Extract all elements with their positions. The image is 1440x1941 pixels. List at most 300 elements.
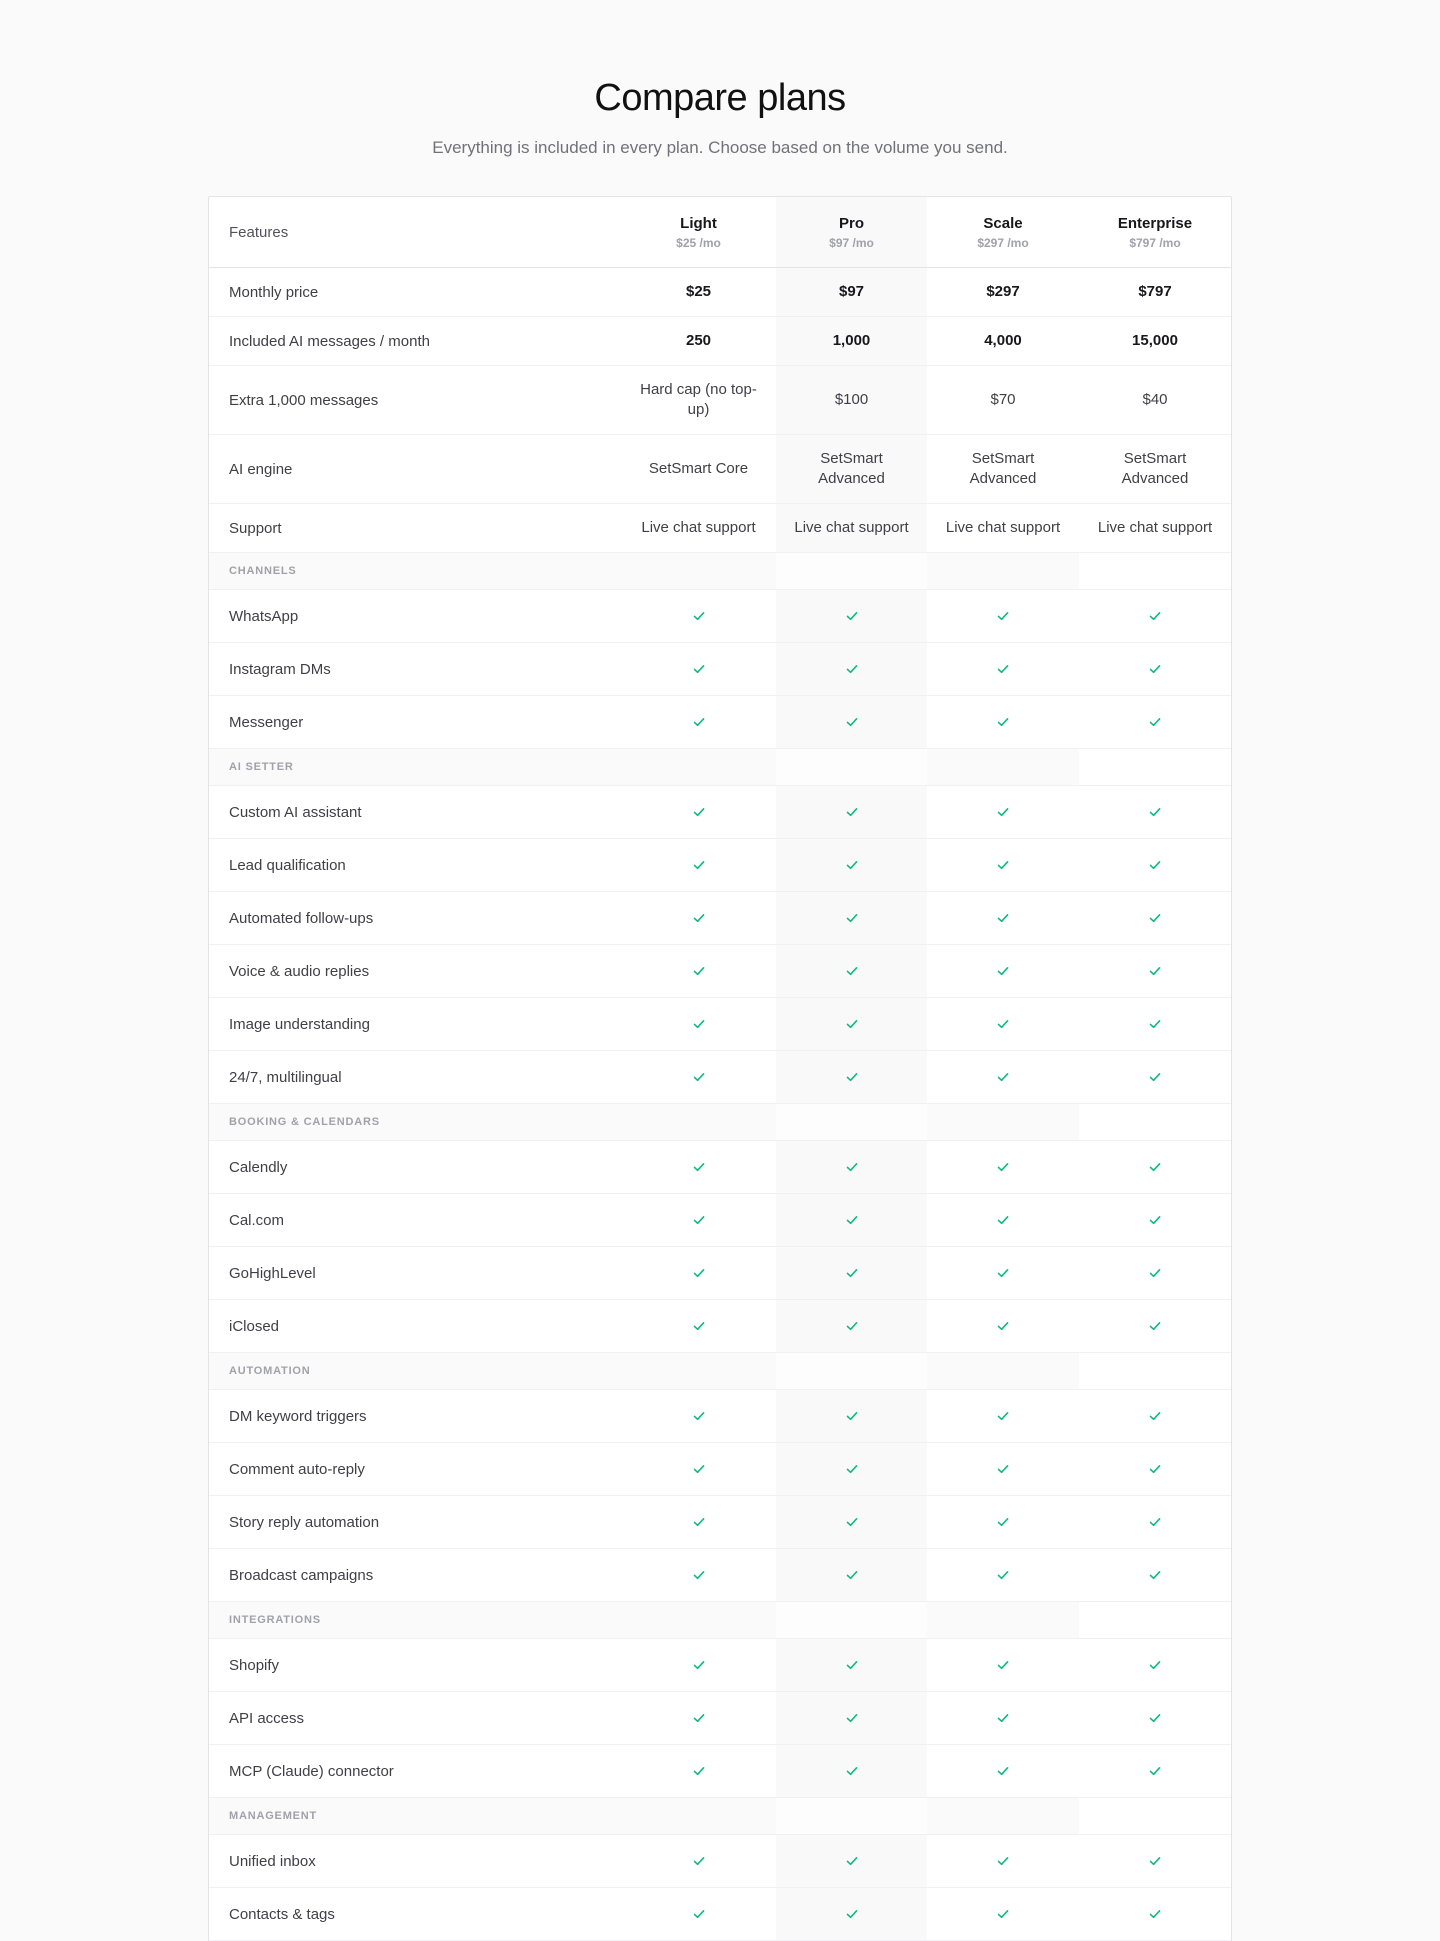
check-icon bbox=[1148, 858, 1162, 872]
check-icon bbox=[692, 1319, 706, 1333]
included-cell-enterprise bbox=[1079, 1639, 1231, 1692]
check-icon bbox=[845, 1764, 859, 1778]
check-icon bbox=[845, 1409, 859, 1423]
included-cell-pro bbox=[776, 1745, 927, 1798]
feature-row bbox=[209, 1496, 1231, 1549]
extra-messages-enterprise: $40 bbox=[1079, 366, 1231, 435]
check-icon bbox=[692, 911, 706, 925]
check-icon bbox=[996, 1568, 1010, 1582]
plan-name: Light bbox=[680, 214, 717, 232]
included-messages-light: 250 bbox=[621, 317, 776, 366]
support-enterprise: Live chat support bbox=[1079, 504, 1231, 553]
section-spacer bbox=[621, 1104, 776, 1141]
check-icon bbox=[845, 1070, 859, 1084]
check-icon bbox=[845, 609, 859, 623]
feature-row bbox=[209, 1141, 1231, 1194]
included-cell-light bbox=[621, 786, 776, 839]
check-icon bbox=[692, 1017, 706, 1031]
included-messages-pro: 1,000 bbox=[776, 317, 927, 366]
ai-engine-light: SetSmart Core bbox=[621, 435, 776, 504]
check-icon bbox=[692, 1568, 706, 1582]
feature-row bbox=[209, 1745, 1231, 1798]
extra-messages-pro: $100 bbox=[776, 366, 927, 435]
check-icon bbox=[996, 1409, 1010, 1423]
feature-label: Custom AI assistant bbox=[209, 786, 621, 839]
check-icon bbox=[996, 1070, 1010, 1084]
check-icon bbox=[845, 1017, 859, 1031]
feature-label: Lead qualification bbox=[209, 839, 621, 892]
plan-price: $297 /mo bbox=[977, 235, 1029, 250]
check-icon bbox=[1148, 1070, 1162, 1084]
included-cell-light bbox=[621, 839, 776, 892]
row-monthly-price bbox=[209, 268, 1231, 317]
included-cell-light bbox=[621, 1888, 776, 1941]
ai-engine-pro: SetSmart Advanced bbox=[776, 435, 927, 504]
included-cell-scale bbox=[927, 1443, 1079, 1496]
check-icon bbox=[692, 805, 706, 819]
feature-row bbox=[209, 945, 1231, 998]
monthly-price-enterprise: $797 bbox=[1079, 268, 1231, 317]
plan-header-scale bbox=[927, 197, 1079, 268]
check-icon bbox=[1148, 1160, 1162, 1174]
included-cell-light bbox=[621, 1496, 776, 1549]
feature-label: Extra 1,000 messages bbox=[209, 366, 621, 435]
check-icon bbox=[1148, 609, 1162, 623]
check-icon bbox=[996, 1907, 1010, 1921]
check-icon bbox=[996, 1160, 1010, 1174]
check-icon bbox=[996, 911, 1010, 925]
check-icon bbox=[996, 805, 1010, 819]
included-cell-light bbox=[621, 892, 776, 945]
feature-row bbox=[209, 1051, 1231, 1104]
check-icon bbox=[692, 964, 706, 978]
feature-row bbox=[209, 1888, 1231, 1941]
included-cell-enterprise bbox=[1079, 1300, 1231, 1353]
feature-row bbox=[209, 696, 1231, 749]
included-cell-light bbox=[621, 1639, 776, 1692]
included-cell-pro bbox=[776, 1247, 927, 1300]
included-cell-light bbox=[621, 1247, 776, 1300]
section-spacer bbox=[621, 553, 776, 590]
included-cell-enterprise bbox=[1079, 892, 1231, 945]
feature-label: Instagram DMs bbox=[209, 643, 621, 696]
feature-row bbox=[209, 1549, 1231, 1602]
included-cell-scale bbox=[927, 839, 1079, 892]
section-spacer bbox=[776, 1798, 927, 1835]
check-icon bbox=[1148, 662, 1162, 676]
check-icon bbox=[1148, 964, 1162, 978]
section-spacer bbox=[1079, 553, 1231, 590]
check-icon bbox=[1148, 1462, 1162, 1476]
monthly-price-light: $25 bbox=[621, 268, 776, 317]
feature-label: AI engine bbox=[209, 435, 621, 504]
feature-label: MCP (Claude) connector bbox=[209, 1745, 621, 1798]
included-cell-light bbox=[621, 1745, 776, 1798]
included-cell-enterprise bbox=[1079, 1443, 1231, 1496]
check-icon bbox=[1148, 1658, 1162, 1672]
included-cell-enterprise bbox=[1079, 1745, 1231, 1798]
plan-name: Scale bbox=[983, 214, 1023, 232]
included-cell-enterprise bbox=[1079, 786, 1231, 839]
plan-header-light bbox=[621, 197, 776, 268]
section-header-ai-setter bbox=[209, 749, 1231, 786]
included-cell-scale bbox=[927, 945, 1079, 998]
section-title: BOOKING & CALENDARS bbox=[209, 1104, 621, 1141]
feature-label: Calendly bbox=[209, 1141, 621, 1194]
compare-plans-table bbox=[208, 196, 1232, 1941]
check-icon bbox=[845, 1160, 859, 1174]
included-cell-pro bbox=[776, 643, 927, 696]
feature-row bbox=[209, 1390, 1231, 1443]
included-cell-scale bbox=[927, 1141, 1079, 1194]
included-messages-scale: 4,000 bbox=[927, 317, 1079, 366]
check-icon bbox=[845, 858, 859, 872]
included-cell-enterprise bbox=[1079, 1835, 1231, 1888]
check-icon bbox=[1148, 1213, 1162, 1227]
included-cell-pro bbox=[776, 1051, 927, 1104]
check-icon bbox=[692, 1854, 706, 1868]
section-title: CHANNELS bbox=[209, 553, 621, 590]
included-cell-light bbox=[621, 1051, 776, 1104]
included-cell-scale bbox=[927, 1390, 1079, 1443]
check-icon bbox=[996, 1658, 1010, 1672]
included-cell-scale bbox=[927, 1496, 1079, 1549]
check-icon bbox=[692, 1658, 706, 1672]
feature-row bbox=[209, 786, 1231, 839]
included-cell-pro bbox=[776, 1888, 927, 1941]
feature-label: Included AI messages / month bbox=[209, 317, 621, 366]
check-icon bbox=[692, 609, 706, 623]
included-cell-scale bbox=[927, 1692, 1079, 1745]
check-icon bbox=[692, 858, 706, 872]
included-cell-scale bbox=[927, 998, 1079, 1051]
section-spacer bbox=[621, 1798, 776, 1835]
included-cell-enterprise bbox=[1079, 1692, 1231, 1745]
included-cell-pro bbox=[776, 1549, 927, 1602]
included-cell-scale bbox=[927, 1745, 1079, 1798]
check-icon bbox=[1148, 805, 1162, 819]
included-cell-enterprise bbox=[1079, 696, 1231, 749]
feature-row bbox=[209, 643, 1231, 696]
check-icon bbox=[1148, 1764, 1162, 1778]
check-icon bbox=[692, 1907, 706, 1921]
included-cell-pro bbox=[776, 1390, 927, 1443]
page-subtitle: Everything is included in every plan. Choose based on the volume you send. bbox=[432, 138, 1008, 157]
feature-row bbox=[209, 1443, 1231, 1496]
feature-label: Image understanding bbox=[209, 998, 621, 1051]
included-cell-enterprise bbox=[1079, 1496, 1231, 1549]
feature-label: WhatsApp bbox=[209, 590, 621, 643]
plan-name: Enterprise bbox=[1117, 214, 1193, 232]
check-icon bbox=[692, 1462, 706, 1476]
section-spacer bbox=[621, 1602, 776, 1639]
plan-name: Pro bbox=[838, 214, 864, 232]
feature-row bbox=[209, 1194, 1231, 1247]
monthly-price-pro: $97 bbox=[776, 268, 927, 317]
included-cell-scale bbox=[927, 786, 1079, 839]
included-cell-light bbox=[621, 1390, 776, 1443]
included-cell-light bbox=[621, 1692, 776, 1745]
check-icon bbox=[692, 1160, 706, 1174]
check-icon bbox=[845, 1462, 859, 1476]
section-spacer bbox=[776, 553, 927, 590]
section-spacer bbox=[621, 749, 776, 786]
included-cell-pro bbox=[776, 1496, 927, 1549]
section-spacer bbox=[621, 1353, 776, 1390]
check-icon bbox=[996, 662, 1010, 676]
feature-label: Automated follow-ups bbox=[209, 892, 621, 945]
included-cell-light bbox=[621, 1835, 776, 1888]
included-cell-enterprise bbox=[1079, 1390, 1231, 1443]
included-messages-enterprise: 15,000 bbox=[1079, 317, 1231, 366]
section-spacer bbox=[776, 1104, 927, 1141]
feature-label: Contacts & tags bbox=[209, 1888, 621, 1941]
feature-row bbox=[209, 590, 1231, 643]
row-support bbox=[209, 504, 1231, 553]
feature-label: Unified inbox bbox=[209, 1835, 621, 1888]
check-icon bbox=[996, 1711, 1010, 1725]
section-title: AUTOMATION bbox=[209, 1353, 621, 1390]
included-cell-scale bbox=[927, 1247, 1079, 1300]
section-spacer bbox=[776, 749, 927, 786]
included-cell-light bbox=[621, 643, 776, 696]
section-title: MANAGEMENT bbox=[209, 1798, 621, 1835]
included-cell-pro bbox=[776, 892, 927, 945]
included-cell-pro bbox=[776, 1835, 927, 1888]
check-icon bbox=[692, 1409, 706, 1423]
section-spacer bbox=[1079, 1602, 1231, 1639]
check-icon bbox=[845, 1515, 859, 1529]
included-cell-scale bbox=[927, 1639, 1079, 1692]
feature-label: API access bbox=[209, 1692, 621, 1745]
support-pro: Live chat support bbox=[776, 504, 927, 553]
feature-label: iClosed bbox=[209, 1300, 621, 1353]
check-icon bbox=[845, 715, 859, 729]
included-cell-light bbox=[621, 998, 776, 1051]
included-cell-pro bbox=[776, 945, 927, 998]
section-spacer bbox=[927, 1602, 1079, 1639]
included-cell-scale bbox=[927, 1051, 1079, 1104]
section-spacer bbox=[927, 553, 1079, 590]
section-spacer bbox=[1079, 1104, 1231, 1141]
feature-row bbox=[209, 839, 1231, 892]
row-ai-engine bbox=[209, 435, 1231, 504]
extra-messages-light: Hard cap (no top-up) bbox=[621, 366, 776, 435]
section-spacer bbox=[927, 1798, 1079, 1835]
check-icon bbox=[1148, 1319, 1162, 1333]
feature-row bbox=[209, 1247, 1231, 1300]
check-icon bbox=[692, 662, 706, 676]
feature-label: Cal.com bbox=[209, 1194, 621, 1247]
included-cell-pro bbox=[776, 1194, 927, 1247]
check-icon bbox=[996, 964, 1010, 978]
check-icon bbox=[1148, 1017, 1162, 1031]
section-header-booking-calendars bbox=[209, 1104, 1231, 1141]
extra-messages-scale: $70 bbox=[927, 366, 1079, 435]
feature-label: Story reply automation bbox=[209, 1496, 621, 1549]
feature-label: Support bbox=[209, 504, 621, 553]
included-cell-enterprise bbox=[1079, 1549, 1231, 1602]
section-spacer bbox=[927, 749, 1079, 786]
check-icon bbox=[1148, 1907, 1162, 1921]
feature-row bbox=[209, 1639, 1231, 1692]
feature-row bbox=[209, 1692, 1231, 1745]
check-icon bbox=[1148, 1409, 1162, 1423]
feature-row bbox=[209, 892, 1231, 945]
plan-header-enterprise bbox=[1079, 197, 1231, 268]
row-extra-messages bbox=[209, 366, 1231, 435]
section-header-management bbox=[209, 1798, 1231, 1835]
feature-label: Shopify bbox=[209, 1639, 621, 1692]
included-cell-pro bbox=[776, 1639, 927, 1692]
included-cell-enterprise bbox=[1079, 998, 1231, 1051]
check-icon bbox=[1148, 1266, 1162, 1280]
included-cell-enterprise bbox=[1079, 643, 1231, 696]
check-icon bbox=[845, 1907, 859, 1921]
included-cell-scale bbox=[927, 1549, 1079, 1602]
included-cell-scale bbox=[927, 643, 1079, 696]
feature-label: Monthly price bbox=[209, 268, 621, 317]
check-icon bbox=[996, 1017, 1010, 1031]
included-cell-enterprise bbox=[1079, 1247, 1231, 1300]
included-cell-scale bbox=[927, 696, 1079, 749]
included-cell-pro bbox=[776, 1692, 927, 1745]
included-cell-scale bbox=[927, 1835, 1079, 1888]
included-cell-light bbox=[621, 1141, 776, 1194]
included-cell-pro bbox=[776, 1141, 927, 1194]
included-cell-pro bbox=[776, 998, 927, 1051]
monthly-price-scale: $297 bbox=[927, 268, 1079, 317]
section-spacer bbox=[927, 1104, 1079, 1141]
included-cell-scale bbox=[927, 1888, 1079, 1941]
check-icon bbox=[996, 1319, 1010, 1333]
section-spacer bbox=[776, 1353, 927, 1390]
check-icon bbox=[996, 1764, 1010, 1778]
page-title: Compare plans bbox=[594, 77, 846, 119]
check-icon bbox=[1148, 1854, 1162, 1868]
section-header-channels bbox=[209, 553, 1231, 590]
included-cell-pro bbox=[776, 839, 927, 892]
ai-engine-scale: SetSmart Advanced bbox=[927, 435, 1079, 504]
section-spacer bbox=[776, 1602, 927, 1639]
included-cell-pro bbox=[776, 590, 927, 643]
section-title: AI SETTER bbox=[209, 749, 621, 786]
plan-header-pro bbox=[776, 197, 927, 268]
section-spacer bbox=[1079, 749, 1231, 786]
check-icon bbox=[845, 1854, 859, 1868]
included-cell-scale bbox=[927, 892, 1079, 945]
check-icon bbox=[1148, 911, 1162, 925]
plan-price: $25 /mo bbox=[676, 235, 721, 250]
check-icon bbox=[1148, 1711, 1162, 1725]
check-icon bbox=[692, 1515, 706, 1529]
included-cell-light bbox=[621, 1549, 776, 1602]
included-cell-scale bbox=[927, 1194, 1079, 1247]
included-cell-enterprise bbox=[1079, 1141, 1231, 1194]
feature-label: Voice & audio replies bbox=[209, 945, 621, 998]
features-column-header: Features bbox=[209, 197, 621, 268]
check-icon bbox=[996, 1515, 1010, 1529]
section-title: INTEGRATIONS bbox=[209, 1602, 621, 1639]
section-spacer bbox=[927, 1353, 1079, 1390]
check-icon bbox=[845, 662, 859, 676]
section-spacer bbox=[1079, 1798, 1231, 1835]
included-cell-light bbox=[621, 1300, 776, 1353]
plan-price: $97 /mo bbox=[829, 235, 874, 250]
check-icon bbox=[996, 1266, 1010, 1280]
included-cell-light bbox=[621, 696, 776, 749]
check-icon bbox=[692, 1711, 706, 1725]
included-cell-enterprise bbox=[1079, 1888, 1231, 1941]
check-icon bbox=[996, 1213, 1010, 1227]
included-cell-pro bbox=[776, 696, 927, 749]
check-icon bbox=[845, 1213, 859, 1227]
check-icon bbox=[845, 964, 859, 978]
included-cell-enterprise bbox=[1079, 839, 1231, 892]
feature-row bbox=[209, 998, 1231, 1051]
check-icon bbox=[996, 1462, 1010, 1476]
check-icon bbox=[692, 715, 706, 729]
section-header-automation bbox=[209, 1353, 1231, 1390]
check-icon bbox=[845, 911, 859, 925]
check-icon bbox=[996, 1854, 1010, 1868]
check-icon bbox=[692, 1266, 706, 1280]
feature-label: Comment auto-reply bbox=[209, 1443, 621, 1496]
included-cell-pro bbox=[776, 786, 927, 839]
plan-price: $797 /mo bbox=[1129, 235, 1181, 250]
check-icon bbox=[996, 858, 1010, 872]
check-icon bbox=[1148, 715, 1162, 729]
included-cell-light bbox=[621, 1194, 776, 1247]
support-scale: Live chat support bbox=[927, 504, 1079, 553]
table-header-row bbox=[209, 197, 1231, 268]
feature-label: 24/7, multilingual bbox=[209, 1051, 621, 1104]
section-header-integrations bbox=[209, 1602, 1231, 1639]
included-cell-enterprise bbox=[1079, 945, 1231, 998]
feature-label: DM keyword triggers bbox=[209, 1390, 621, 1443]
feature-label: Messenger bbox=[209, 696, 621, 749]
feature-label: Broadcast campaigns bbox=[209, 1549, 621, 1602]
check-icon bbox=[845, 1711, 859, 1725]
included-cell-enterprise bbox=[1079, 590, 1231, 643]
included-cell-scale bbox=[927, 590, 1079, 643]
feature-row bbox=[209, 1300, 1231, 1353]
included-cell-light bbox=[621, 590, 776, 643]
support-light: Live chat support bbox=[621, 504, 776, 553]
included-cell-enterprise bbox=[1079, 1194, 1231, 1247]
included-cell-pro bbox=[776, 1443, 927, 1496]
included-cell-pro bbox=[776, 1300, 927, 1353]
section-spacer bbox=[1079, 1353, 1231, 1390]
check-icon bbox=[692, 1764, 706, 1778]
check-icon bbox=[1148, 1515, 1162, 1529]
check-icon bbox=[845, 1568, 859, 1582]
check-icon bbox=[692, 1213, 706, 1227]
check-icon bbox=[1148, 1568, 1162, 1582]
row-included-messages bbox=[209, 317, 1231, 366]
check-icon bbox=[845, 1319, 859, 1333]
check-icon bbox=[845, 805, 859, 819]
included-cell-light bbox=[621, 945, 776, 998]
ai-engine-enterprise: SetSmart Advanced bbox=[1079, 435, 1231, 504]
included-cell-enterprise bbox=[1079, 1051, 1231, 1104]
included-cell-light bbox=[621, 1443, 776, 1496]
check-icon bbox=[692, 1070, 706, 1084]
check-icon bbox=[996, 609, 1010, 623]
feature-row bbox=[209, 1835, 1231, 1888]
feature-label: GoHighLevel bbox=[209, 1247, 621, 1300]
check-icon bbox=[845, 1266, 859, 1280]
